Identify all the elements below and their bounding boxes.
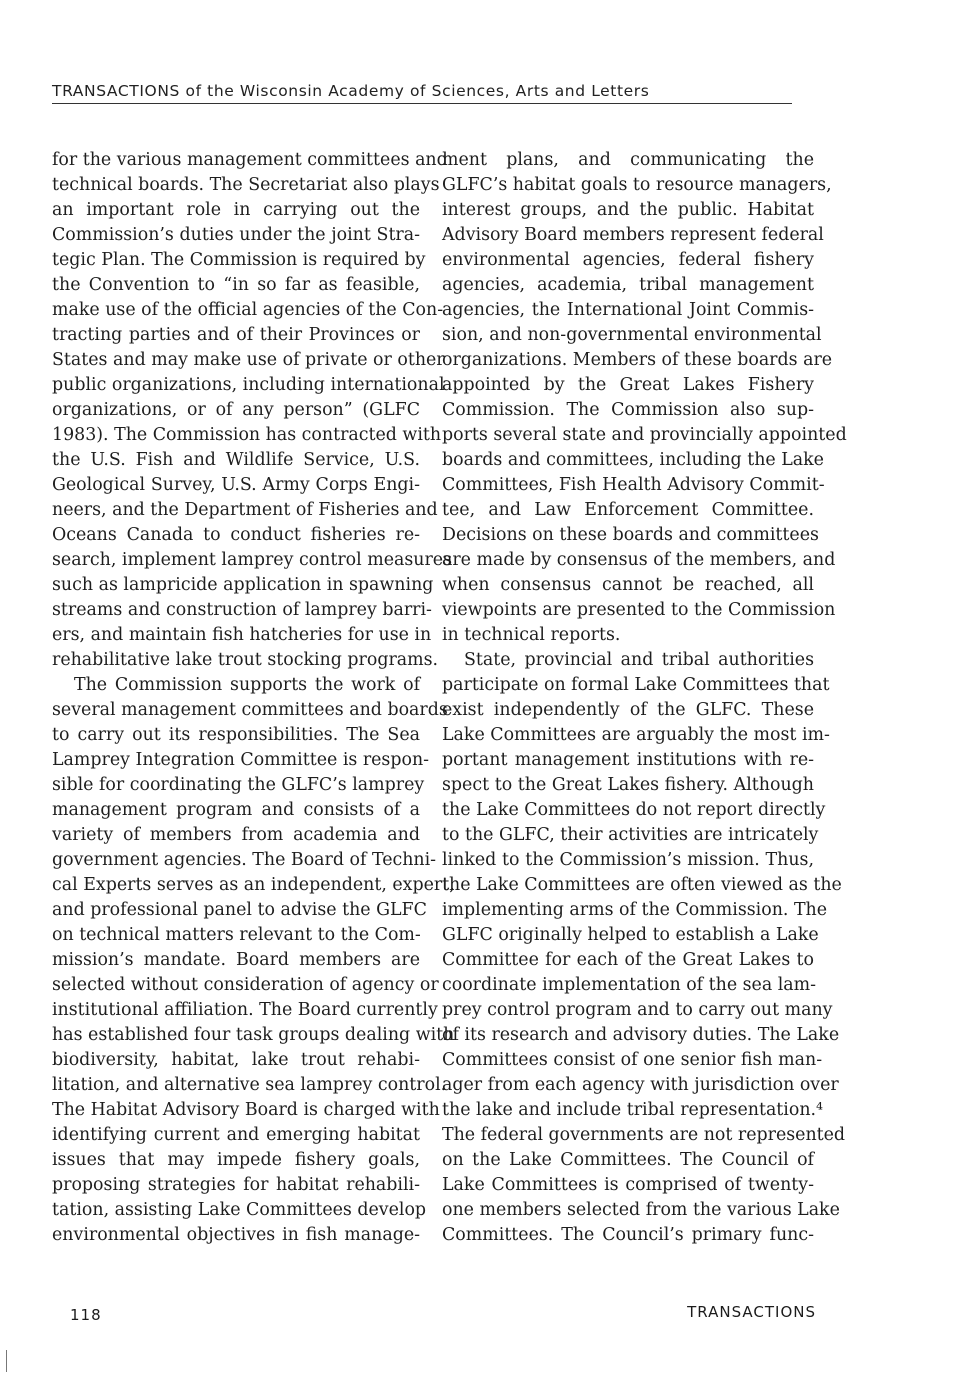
text-line: The Commission supports the work of: [74, 675, 420, 695]
text-line: Lake Committees are arguably the most im-: [442, 725, 830, 745]
text-line: identifying current and emerging habitat: [52, 1125, 420, 1145]
text-line: make use of the official agencies of the Con-: [52, 300, 444, 320]
page-number: 118: [70, 1306, 102, 1324]
text-line: interest groups, and the public. Habitat: [442, 200, 814, 220]
text-line: neers, and the Department of Fisheries and: [52, 500, 438, 520]
text-line: Committees. The Council’s primary func-: [442, 1225, 814, 1245]
text-line: the Convention to “in so far as feasible,: [52, 275, 420, 295]
text-line: streams and construction of lamprey barri-: [52, 600, 432, 620]
text-line: an important role in carrying out the: [52, 200, 420, 220]
text-line: rehabilitative lake trout stocking programs.: [52, 650, 439, 670]
text-line: and professional panel to advise the GLFC: [52, 900, 427, 920]
text-line: Committees consist of one senior fish man-: [442, 1050, 823, 1070]
text-line: sible for coordinating the GLFC’s lamprey: [52, 775, 425, 795]
text-line: spect to the Great Lakes fishery. Although: [442, 775, 814, 795]
text-line: search, implement lamprey control measures: [52, 550, 453, 570]
text-line: tee, and Law Enforcement Committee.: [442, 500, 814, 520]
text-line: to the GLFC, their activities are intricately: [442, 825, 819, 845]
text-line: agencies, academia, tribal management: [442, 275, 814, 295]
text-line: for the various management committees and: [52, 150, 448, 170]
footer-journal-title: TRANSACTIONS: [687, 1303, 816, 1321]
text-line: of its research and advisory duties. The Lake: [442, 1025, 840, 1045]
text-line: on technical matters relevant to the Com-: [52, 925, 421, 945]
text-line: in technical reports.: [442, 625, 621, 645]
text-line: Lamprey Integration Committee is respon-: [52, 750, 430, 770]
text-line: linked to the Commission’s mission. Thus,: [442, 850, 814, 870]
text-line: biodiversity, habitat, lake trout rehabi-: [52, 1050, 420, 1070]
text-line: issues that may impede fishery goals,: [52, 1150, 420, 1170]
text-line: sion, and non-governmental environmental: [442, 325, 822, 345]
text-line: tegic Plan. The Commission is required by: [52, 250, 426, 270]
text-line: the Lake Committees do not report directly: [442, 800, 826, 820]
text-line: Decisions on these boards and committees: [442, 525, 819, 545]
text-line: public organizations, including international: [52, 375, 445, 395]
text-line: portant management institutions with re-: [442, 750, 814, 770]
text-line: Oceans Canada to conduct fisheries re-: [52, 525, 420, 545]
text-line: ers, and maintain fish hatcheries for use in: [52, 625, 432, 645]
text-line: has established four task groups dealing with: [52, 1025, 455, 1045]
text-line: exist independently of the GLFC. These: [442, 700, 814, 720]
text-line: Lake Committees is comprised of twenty-: [442, 1175, 814, 1195]
text-line: selected without consideration of agency or: [52, 975, 439, 995]
text-column-right: [442, 148, 847, 1248]
text-line: GLFC’s habitat goals to resource managers,: [442, 175, 832, 195]
text-line: coordinate implementation of the sea lam-: [442, 975, 817, 995]
text-line: ports several state and provincially appointed: [442, 425, 847, 445]
text-line: are made by consensus of the members, and: [442, 550, 836, 570]
text-line: mission’s mandate. Board members are: [52, 950, 420, 970]
text-line: on the Lake Committees. The Council of: [442, 1150, 814, 1170]
text-line: ager from each agency with jurisdiction over: [442, 1075, 839, 1095]
text-line: Advisory Board members represent federal: [442, 225, 824, 245]
text-line: ment plans, and communicating the: [442, 150, 814, 170]
text-line: environmental objectives in fish manage-: [52, 1225, 420, 1245]
text-line: proposing strategies for habitat rehabili-: [52, 1175, 420, 1195]
text-line: appointed by the Great Lakes Fishery: [442, 375, 814, 395]
text-line: government agencies. The Board of Techni-: [52, 850, 437, 870]
text-line: the U.S. Fish and Wildlife Service, U.S.: [52, 450, 420, 470]
text-line: State, provincial and tribal authorities: [464, 650, 814, 670]
text-line: GLFC originally helped to establish a Lake: [442, 925, 819, 945]
text-line: Committee for each of the Great Lakes to: [442, 950, 814, 970]
text-line: when consensus cannot be reached, all: [442, 575, 814, 595]
text-line: The Habitat Advisory Board is charged with: [52, 1100, 440, 1120]
text-line: organizations. Members of these boards are: [442, 350, 833, 370]
text-line: The federal governments are not represented: [442, 1125, 846, 1145]
text-line: Commission. The Commission also sup-: [442, 400, 814, 420]
text-line: prey control program and to carry out many: [442, 1000, 833, 1020]
text-line: organizations, or of any person” (GLFC: [52, 400, 420, 420]
text-line: boards and committees, including the Lake: [442, 450, 824, 470]
scan-edge-mark: [6, 1350, 7, 1372]
text-line: several management committees and boards: [52, 700, 448, 720]
text-line: variety of members from academia and: [52, 825, 420, 845]
text-line: cal Experts serves as an independent, expert,: [52, 875, 455, 895]
text-line: institutional affiliation. The Board currently: [52, 1000, 438, 1020]
text-line: one members selected from the various Lake: [442, 1200, 840, 1220]
text-line: tracting parties and of their Provinces or: [52, 325, 420, 345]
text-line: Commission’s duties under the joint Stra-: [52, 225, 420, 245]
text-line: Committees, Fish Health Advisory Commit-: [442, 475, 825, 495]
text-line: to carry out its responsibilities. The Sea: [52, 725, 420, 745]
text-line: tation, assisting Lake Committees develop: [52, 1200, 427, 1220]
text-line: States and may make use of private or other: [52, 350, 445, 370]
text-line: 1983). The Commission has contracted with: [52, 425, 442, 445]
text-line: management program and consists of a: [52, 800, 420, 820]
text-line: environmental agencies, federal fishery: [442, 250, 814, 270]
text-line: Geological Survey, U.S. Army Corps Engi-: [52, 475, 420, 495]
text-line: the lake and include tribal representation.⁴: [442, 1100, 824, 1120]
text-line: technical boards. The Secretariat also plays: [52, 175, 440, 195]
text-line: implementing arms of the Commission. The: [442, 900, 828, 920]
text-line: participate on formal Lake Committees that: [442, 675, 830, 695]
running-header: TRANSACTIONS of the Wisconsin Academy of Sciences, Arts and Letters: [52, 82, 792, 104]
text-line: such as lampricide application in spawning: [52, 575, 434, 595]
text-column-left: [52, 148, 455, 1248]
text-line: the Lake Committees are often viewed as the: [442, 875, 842, 895]
text-line: agencies, the International Joint Commis-: [442, 300, 814, 320]
text-line: litation, and alternative sea lamprey control.: [52, 1075, 447, 1095]
text-line: viewpoints are presented to the Commission: [442, 600, 836, 620]
